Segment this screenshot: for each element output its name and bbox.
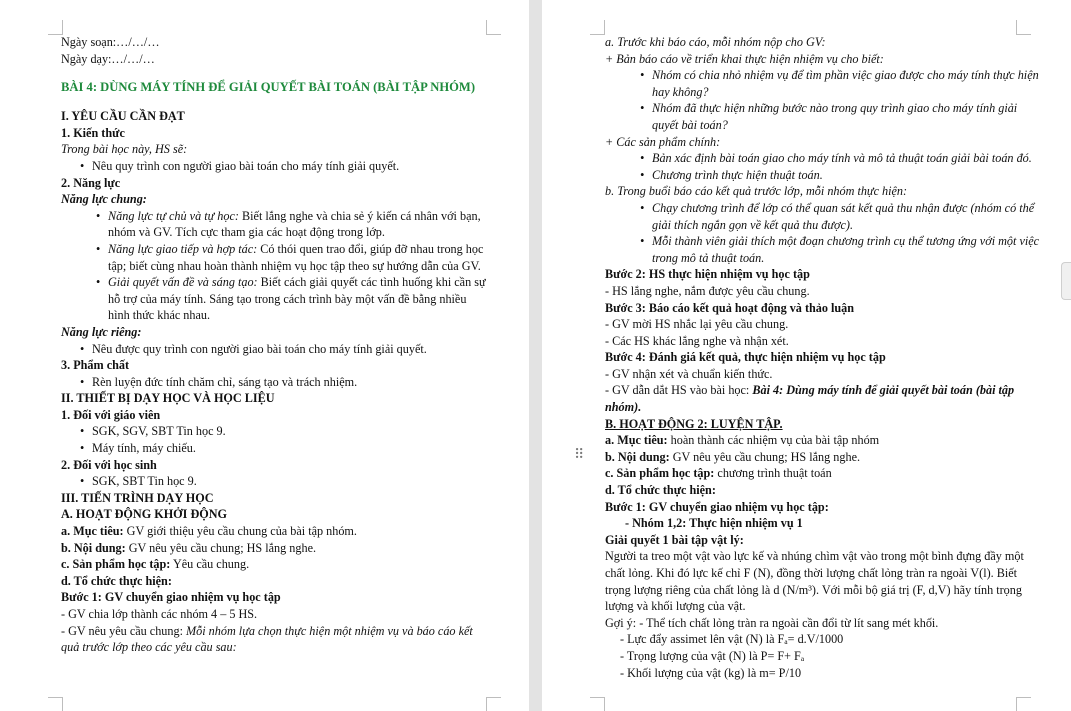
subheading: Năng lực riêng: [61, 324, 142, 339]
list-item: • Rèn luyện đức tính chăm chỉ, sáng tạo và trách nhiệm. [92, 374, 489, 391]
subsection-heading: 1. Kiến thức [61, 125, 125, 140]
side-panel-tab[interactable] [1061, 262, 1071, 300]
list-item: • Nêu quy trình con người giao bài toán cho máy tính giải quyết. [92, 158, 489, 175]
step-text: - Các HS khác lắng nghe và nhận xét. [605, 333, 789, 348]
crop-mark [486, 20, 501, 35]
section-heading: II. THIẾT BỊ DẠY HỌC VÀ HỌC LIỆU [61, 391, 275, 406]
hint-formula: - Trọng lượng của vật (N) là P= F+ Fₐ [620, 648, 805, 663]
activity-heading: B. HOẠT ĐỘNG 2: LUYỆN TẬP. [605, 416, 783, 431]
crop-mark [1016, 697, 1031, 711]
list-item: • Chương trình thực hiện thuật toán. [652, 167, 1043, 184]
subsection-heading: 2. Đối với học sinh [61, 457, 157, 472]
subheading: Năng lực chung: [61, 192, 147, 207]
intro-text: Trong bài học này, HS sẽ: [61, 142, 188, 157]
step-heading: Bước 2: HS thực hiện nhiệm vụ học tập [605, 267, 810, 282]
product-line: c. Sản phẩm học tập: chương trình thuật toán [605, 466, 832, 481]
activity-heading: A. HOẠT ĐỘNG KHỞI ĐỘNG [61, 507, 228, 522]
hint-line: Gợi ý: - Thể tích chất lỏng tràn ra ngoài cần đổi từ lít sang mét khối. [605, 615, 939, 630]
subsection-heading: 1. Đối với giáo viên [61, 407, 161, 422]
step-text: - GV dẫn dắt HS vào bài học: Bài 4: Dùng máy tính để giải quyết bài toán (bài tập nhóm). [605, 383, 1015, 415]
subsection-heading: 2. Năng lực [61, 175, 121, 190]
page-gutter [529, 0, 542, 711]
report-list-heading: + Các sản phẩm chính: [605, 134, 721, 149]
section-heading: I. YÊU CẦU CẦN ĐẠT [61, 109, 185, 124]
document-page-right [542, 0, 1071, 711]
hint-formula: - Lực đẩy assimet lên vật (N) là Fₐ= d.V/1000 [620, 632, 844, 647]
document-page-left [0, 0, 529, 711]
task-text: Người ta treo một vật vào lực kế và nhúng chìm vật vào trong một bình đựng đầy một chất lỏng. Khi đó lực kế chỉ F (N), đồng thời lượng chất lỏng tràn ra ngoài V(l). Biết trọng lượng riêng của chất lỏng là d (N/m³). Với mỗi bộ giá trị (F, d,V) hãy tính trọng lượng và khối lượng của vật. [605, 549, 1024, 614]
group-line: - Nhóm 1,2: Thực hiện nhiệm vụ 1 [625, 516, 803, 531]
hint-formula: - Khối lượng của vật (kg) là m= P/10 [620, 665, 802, 680]
report-list-heading: + Bản báo cáo về triển khai thực hiện nhiệm vụ cho biết: [605, 51, 884, 66]
objective-line: a. Mục tiêu: hoàn thành các nhiệm vụ của bài tập nhóm [605, 433, 880, 448]
list-item: • Nêu được quy trình con người giao bài toán cho máy tính giải quyết. [92, 341, 489, 358]
list-item: • Nhóm đã thực hiện những bước nào trong quy trình giao cho máy tính giải quyết bài toán? [652, 100, 1043, 133]
objective-line: a. Mục tiêu: GV giới thiệu yêu cầu chung của bài tập nhóm. [61, 524, 357, 539]
list-item: • SGK, SBT Tin học 9. [92, 473, 489, 490]
step-heading: Bước 3: Báo cáo kết quả hoạt động và thảo luận [605, 300, 855, 315]
task-heading: Giải quyết 1 bài tập vật lý: [605, 532, 744, 547]
list-item: • Chạy chương trình để lớp có thể quan sát kết quả thu nhận được (nhóm có thể giải thích ngắn gọn về kết quả thu được). [652, 200, 1043, 233]
list-item: • Giải quyết vấn đề và sáng tạo: Biết cách giải quyết các tình huống khi cần sự hỗ trợ của máy tính. Sáng tạo trong cách trình bày một vấn đề bằng nhiều hình thức khác nhau. [108, 274, 489, 324]
crop-mark [1016, 20, 1031, 35]
organization-line: d. Tổ chức thực hiện: [61, 573, 172, 588]
crop-mark [48, 20, 63, 35]
content-line: b. Nội dung: GV nêu yêu cầu chung; HS lắng nghe. [605, 449, 861, 464]
organization-line: d. Tổ chức thực hiện: [605, 483, 716, 498]
step-text: - GV chia lớp thành các nhóm 4 – 5 HS. [61, 607, 258, 621]
date-prepared: Ngày soạn:…/…/… [61, 35, 160, 49]
crop-mark [590, 20, 605, 35]
list-item: • Mỗi thành viên giải thích một đoạn chương trình cụ thể tương ứng với một việc trong mô tả thuật toán. [652, 233, 1043, 266]
crop-mark [48, 697, 63, 711]
list-item: • Năng lực giao tiếp và hợp tác: Có thói quen trao đổi, giúp đỡ nhau trong học tập; biết cùng nhau hoàn thành nhiệm vụ học tập theo sự hướng dẫn của GV. [108, 241, 489, 274]
lesson-title: BÀI 4: DÙNG MÁY TÍNH ĐỂ GIẢI QUYẾT BÀI TOÁN (BÀI TẬP NHÓM) [61, 80, 476, 95]
report-intro: a. Trước khi báo cáo, mỗi nhóm nộp cho GV: [605, 35, 826, 49]
list-item: • Máy tính, máy chiếu. [92, 440, 489, 457]
step-heading: Bước 4: Đánh giá kết quả, thực hiện nhiệm vụ học tập [605, 350, 886, 365]
step-heading: Bước 1: GV chuyển giao nhiệm vụ học tập [61, 590, 281, 605]
list-item: • Nhóm có chia nhỏ nhiệm vụ để tìm phần việc giao được cho máy tính thực hiện hay không? [652, 67, 1043, 100]
subsection-heading: 3. Phẩm chất [61, 358, 130, 373]
report-session-heading: b. Trong buổi báo cáo kết quả trước lớp, mỗi nhóm thực hiện: [605, 184, 908, 199]
section-heading: III. TIẾN TRÌNH DẠY HỌC [61, 490, 214, 505]
content-line: b. Nội dung: GV nêu yêu cầu chung; HS lắng nghe. [61, 540, 317, 555]
list-item: • SGK, SGV, SBT Tin học 9. [92, 423, 489, 440]
date-taught: Ngày dạy:…/…/… [61, 51, 155, 66]
drag-handle-icon[interactable]: ⠿ [574, 448, 585, 463]
product-line: c. Sản phẩm học tập: Yêu cầu chung. [61, 557, 250, 572]
step-text: - GV mời HS nhắc lại yêu cầu chung. [605, 317, 789, 332]
step-heading: Bước 1: GV chuyển giao nhiệm vụ học tập: [605, 499, 829, 514]
step-text: - GV nêu yêu cầu chung: Mỗi nhóm lựa chọn thực hiện một nhiệm vụ và báo cáo kết quả trước lớp theo các yêu cầu sau: [61, 623, 473, 655]
list-item: • Năng lực tự chủ và tự học: Biết lắng nghe và chia sẻ ý kiến cá nhân với bạn, nhóm và GV. Tích cực tham gia các hoạt động trong lớp. [108, 208, 489, 241]
step-text: - HS lắng nghe, nắm được yêu cầu chung. [605, 283, 810, 298]
step-text: - GV nhận xét và chuẩn kiến thức. [605, 366, 773, 381]
crop-mark [486, 697, 501, 711]
crop-mark [590, 697, 605, 711]
list-item: • Bản xác định bài toán giao cho máy tính và mô tả thuật toán giải bài toán đó. [652, 150, 1043, 167]
